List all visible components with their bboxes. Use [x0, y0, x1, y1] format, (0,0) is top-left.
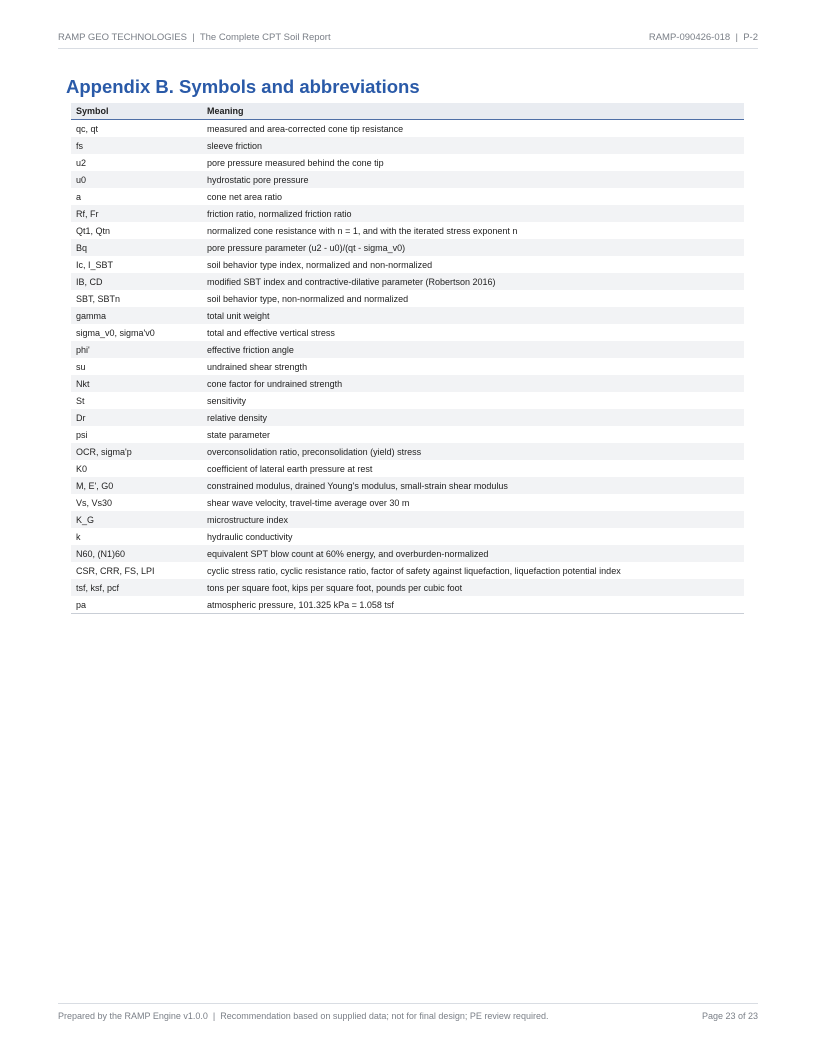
- table-row: [71, 137, 744, 154]
- symbol-cell: a: [76, 191, 82, 202]
- symbol-cell: su: [76, 361, 86, 372]
- table-row: [71, 273, 744, 290]
- meaning-cell: pore pressure parameter (u2 - u0)/(qt - sigma_v0): [202, 239, 744, 256]
- table-row: [71, 545, 744, 562]
- table-row: [71, 324, 744, 341]
- symbol-cell: pa: [71, 596, 202, 614]
- symbol-cell: u0: [71, 171, 202, 188]
- table-row: [71, 579, 744, 596]
- symbol-cell: k: [76, 531, 81, 542]
- symbol-cell: psi: [76, 429, 88, 440]
- symbol-cell: M, E', G0: [71, 477, 202, 494]
- table-header-row: [71, 103, 744, 120]
- page-title: Appendix B. Symbols and abbreviations: [66, 76, 420, 97]
- symbol-cell: K_G: [71, 511, 202, 528]
- table-row: [71, 120, 744, 138]
- table-row: [71, 290, 744, 307]
- table-row: [71, 307, 744, 324]
- meaning-cell: cyclic stress ratio, cyclic resistance ratio, factor of safety against liquefaction, liquefaction potential index: [207, 565, 621, 576]
- meaning-cell: sensitivity: [207, 395, 247, 406]
- column-header-symbol: Symbol: [71, 103, 202, 120]
- table-row: [71, 188, 744, 205]
- table-row: [71, 426, 744, 443]
- symbol-cell: IB, CD: [71, 273, 202, 290]
- meaning-cell: state parameter: [207, 429, 271, 440]
- symbol-cell: Dr: [71, 409, 202, 426]
- symbol-cell: Nkt: [71, 375, 202, 392]
- meaning-cell: relative density: [202, 409, 744, 426]
- page-header: [58, 32, 758, 49]
- symbol-cell: St: [76, 395, 85, 406]
- table-row: [71, 358, 744, 375]
- symbol-cell: u2: [76, 157, 87, 168]
- meaning-cell: hydrostatic pore pressure: [202, 171, 744, 188]
- table-row: [71, 375, 744, 392]
- table-row: [71, 222, 744, 239]
- table-row: [71, 205, 744, 222]
- symbols-table: [71, 103, 744, 614]
- table-body: [71, 120, 744, 614]
- symbol-cell: fs: [71, 137, 202, 154]
- symbol-cell: qc, qt: [76, 123, 99, 134]
- footer-page-number: Page 23 of 23: [701, 1011, 758, 1021]
- page-footer: [58, 1003, 758, 1021]
- footer-disclaimer: Prepared by the RAMP Engine v1.0.0 | Recommendation based on supplied data; not for final design; PE review required.: [58, 1011, 549, 1021]
- meaning-cell: equivalent SPT blow count at 60% energy, and overburden-normalized: [202, 545, 744, 562]
- meaning-cell: normalized cone resistance with n = 1, and with the iterated stress exponent n: [207, 225, 518, 236]
- meaning-cell: modified SBT index and contractive-dilative parameter (Robertson 2016): [202, 273, 744, 290]
- meaning-cell: hydraulic conductivity: [207, 531, 293, 542]
- symbol-cell: SBT, SBTn: [76, 293, 121, 304]
- symbol-cell: CSR, CRR, FS, LPI: [76, 565, 155, 576]
- symbol-cell: OCR, sigma'p: [71, 443, 202, 460]
- meaning-cell: undrained shear strength: [207, 361, 308, 372]
- table-row: [71, 239, 744, 256]
- table-row: [71, 596, 744, 614]
- table-row: [71, 511, 744, 528]
- meaning-cell: soil behavior type, non-normalized and normalized: [207, 293, 409, 304]
- meaning-cell: cone net area ratio: [207, 191, 283, 202]
- meaning-cell: microstructure index: [202, 511, 744, 528]
- meaning-cell: overconsolidation ratio, preconsolidation (yield) stress: [202, 443, 744, 460]
- table-row: [71, 256, 744, 273]
- meaning-cell: total unit weight: [202, 307, 744, 324]
- meaning-cell: coefficient of lateral earth pressure at rest: [207, 463, 373, 474]
- meaning-cell: total and effective vertical stress: [207, 327, 335, 338]
- symbol-cell: Rf, Fr: [71, 205, 202, 222]
- meaning-cell: measured and area-corrected cone tip resistance: [207, 123, 404, 134]
- symbol-cell: tsf, ksf, pcf: [71, 579, 202, 596]
- table-row: [71, 443, 744, 460]
- header-report-id: RAMP-090426-018 | P-2: [648, 32, 758, 43]
- table-row: [71, 528, 744, 545]
- table-row: [71, 562, 744, 579]
- symbol-cell: sigma_v0, sigma'v0: [76, 327, 155, 338]
- symbol-cell: Qt1, Qtn: [76, 225, 111, 236]
- meaning-cell: atmospheric pressure, 101.325 kPa = 1.058 tsf: [202, 596, 744, 614]
- column-header-meaning: Meaning: [202, 103, 744, 120]
- table-row: [71, 392, 744, 409]
- meaning-cell: shear wave velocity, travel-time average over 30 m: [207, 497, 410, 508]
- table-row: [71, 341, 744, 358]
- symbol-cell: N60, (N1)60: [71, 545, 202, 562]
- table-row: [71, 477, 744, 494]
- symbol-cell: Vs, Vs30: [76, 497, 113, 508]
- symbol-cell: K0: [76, 463, 88, 474]
- symbol-cell: gamma: [71, 307, 202, 324]
- table-row: [71, 494, 744, 511]
- table-row: [71, 171, 744, 188]
- table-row: [71, 409, 744, 426]
- symbol-cell: Bq: [71, 239, 202, 256]
- meaning-cell: sleeve friction: [202, 137, 744, 154]
- header-company-report: RAMP GEO TECHNOLOGIES | The Complete CPT Soil Report: [58, 32, 331, 43]
- meaning-cell: pore pressure measured behind the cone tip: [207, 157, 384, 168]
- symbol-cell: Ic, I_SBT: [76, 259, 114, 270]
- meaning-cell: constrained modulus, drained Young's modulus, small-strain shear modulus: [202, 477, 744, 494]
- meaning-cell: cone factor for undrained strength: [202, 375, 744, 392]
- table-row: [71, 460, 744, 477]
- table-row: [71, 154, 744, 171]
- meaning-cell: tons per square foot, kips per square foot, pounds per cubic foot: [202, 579, 744, 596]
- meaning-cell: soil behavior type index, normalized and non-normalized: [207, 259, 433, 270]
- symbol-cell: phi': [71, 341, 202, 358]
- meaning-cell: effective friction angle: [202, 341, 744, 358]
- meaning-cell: friction ratio, normalized friction ratio: [202, 205, 744, 222]
